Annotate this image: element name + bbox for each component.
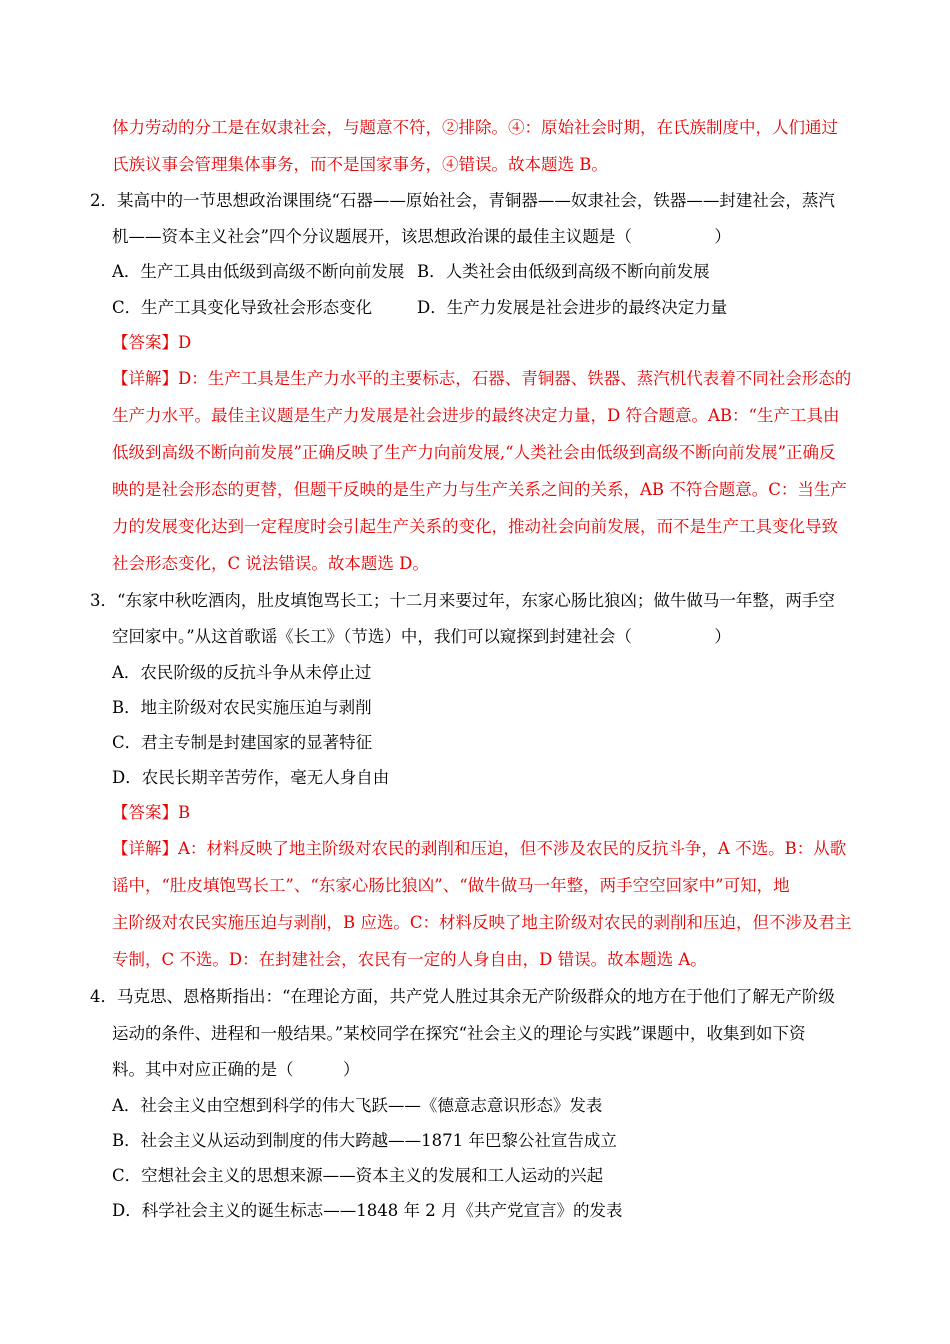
- question-stem-line-1: 马克思、恩格斯指出：“在理论方面，共产党人胜过其余无产阶级群众的地方在于他们了解无产阶级: [117, 987, 835, 1006]
- option-d: D．农民长期辛苦劳作，毫无人身自由: [112, 768, 390, 787]
- question-number: 2．某高中的一节思想政治课围绕“石器——原始社会，青铜器——奴隶社会，铁器——封建社会，蒸汽: [90, 191, 835, 210]
- option-b: B．人类社会由低级到高级不断向前发展: [417, 262, 710, 281]
- option-a: A．社会主义由空想到科学的伟大飞跃——《德意志意识形态》发表: [112, 1096, 603, 1115]
- explanation-line-2: 谣中，“肚皮填饱骂长工”、“东家心肠比狼凶”、“做牛做马一年整，两手空空回家中”可知，地: [112, 876, 790, 895]
- explanation-line-3: 低级到高级不断向前发展”正确反映了生产力向前发展,“人类社会由低级到高级不断向前发展”正确反: [112, 443, 836, 462]
- question-stem-line-2: 运动的条件、进程和一般结果。”某校同学在探究“社会主义的理论与实践”课题中，收集到如下资: [112, 1024, 806, 1043]
- option-d: D．生产力发展是社会进步的最终决定力量: [417, 298, 728, 317]
- answer-label: 【答案】D: [112, 333, 192, 352]
- question-stem-line-2: 空回家中。”从这首歌谣《长工》（节选）中，我们可以窥探到封建社会（ ）: [112, 627, 731, 646]
- explanation-line-2: 生产力水平。最佳主议题是生产力发展是社会进步的最终决定力量，D 符合题意。AB：“生产工具由: [112, 406, 840, 425]
- question-stem-line-3: 料。其中对应正确的是（ ）: [112, 1060, 360, 1079]
- explanation-line-3: 主阶级对农民实施压迫与剥削，B 应选。C：材料反映了地主阶级对农民的剥削和压迫，但不涉及君主: [112, 913, 852, 932]
- explanation-line-1: 【详解】A：材料反映了地主阶级对农民的剥削和压迫，但不涉及农民的反抗斗争，A 不选。B：从歌: [112, 839, 847, 858]
- explanation-line-5: 力的发展变化达到一定程度时会引起生产关系的变化，推动社会向前发展，而不是生产工具变化导致: [112, 517, 838, 536]
- option-c: C．生产工具变化导致社会形态变化: [112, 298, 373, 317]
- question-stem-line-2: 机——资本主义社会”四个分议题展开，该思想政治课的最佳主议题是（ ）: [112, 227, 731, 246]
- answer-label: 【答案】B: [112, 803, 191, 822]
- explanation-line-4: 专制，C 不选。D：在封建社会，农民有一定的人身自由，D 错误。故本题选 A。: [112, 950, 707, 969]
- option-a: A．生产工具由低级到高级不断向前发展: [112, 262, 405, 281]
- option-a: A．农民阶级的反抗斗争从未停止过: [112, 663, 372, 682]
- question-number: 4．马克思、恩格斯指出：“在理论方面，共产党人胜过其余无产阶级群众的地方在于他们了解无产阶级: [90, 987, 835, 1006]
- explanation-line-1: 【详解】D：生产工具是生产力水平的主要标志，石器、青铜器、铁器、蒸汽机代表着不同社会形态的: [112, 369, 852, 388]
- option-d: D．科学社会主义的诞生标志——1848 年 2 月《共产党宣言》的发表: [112, 1201, 623, 1220]
- option-row-cd: [112, 296, 870, 320]
- question-stem-line-1: “东家中秋吃酒肉，肚皮填饱骂长工；十二月来要过年，东家心肠比狼凶；做牛做马一年整，两手空: [117, 591, 835, 610]
- option-c: C．空想社会主义的思想来源——资本主义的发展和工人运动的兴起: [112, 1166, 604, 1185]
- option-c: C．君主专制是封建国家的显著特征: [112, 733, 373, 752]
- option-b: B．地主阶级对农民实施压迫与剥削: [112, 698, 372, 717]
- prev-explanation-line-1: 体力劳动的分工是在奴隶社会，与题意不符，②排除。④：原始社会时期，在氏族制度中，人们通过: [112, 118, 838, 137]
- explanation-line-6: 社会形态变化，C 说法错误。故本题选 D。: [112, 554, 429, 573]
- prev-explanation-line-2: 氏族议事会管理集体事务，而不是国家事务，④错误。故本题选 B。: [112, 155, 608, 174]
- explanation-line-4: 映的是社会形态的更替，但题干反映的是生产力与生产关系之间的关系，AB 不符合题意。C：当生产: [112, 480, 847, 499]
- question-stem-line-1: 某高中的一节思想政治课围绕“石器——原始社会，青铜器——奴隶社会，铁器——封建社会，蒸汽: [117, 191, 835, 210]
- option-row-ab: [112, 260, 870, 284]
- question-number: 3．“东家中秋吃酒肉，肚皮填饱骂长工；十二月来要过年，东家心肠比狼凶；做牛做马一年整，两手空: [90, 591, 835, 610]
- option-b: B．社会主义从运动到制度的伟大跨越——1871 年巴黎公社宣告成立: [112, 1131, 617, 1150]
